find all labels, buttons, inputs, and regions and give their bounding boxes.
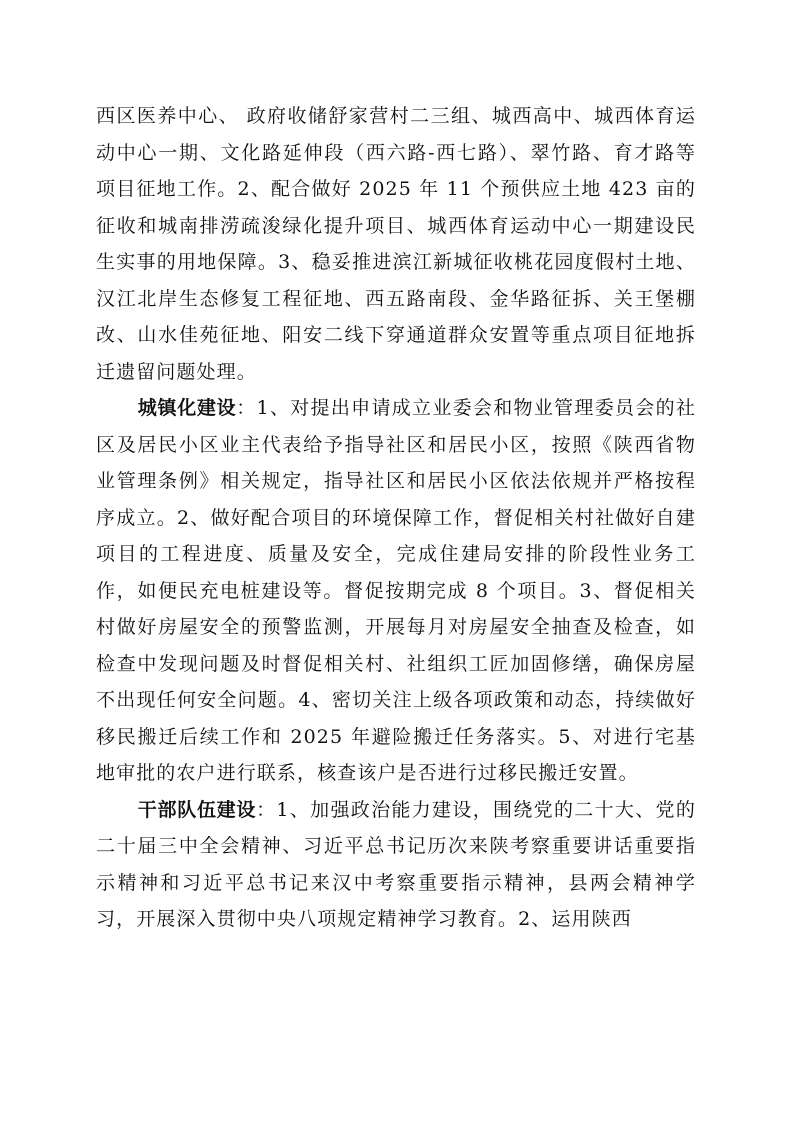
paragraph-heading: 干部队伍建设 — [137, 798, 257, 821]
paragraph-cadre-team — [96, 792, 696, 938]
paragraph-text: ：1、对提出申请成立业委会和物业管理委员会的社区及居民小区业主代表给予指导社区和居民小区，按照《陕西省物业管理条例》相关规定，指导社区和居民小区依法依规并严格按程序成立。2、做好配合项目的环境保障工作，督促相关村社做好自建项目的工程进度、质量及安全，完成住建局安排的阶段性业务工作，如便民充电桩建设等。督促按期完成 8 个项目。3、督促相关村做好房屋安全的预警监测，开展每月对房屋安全抽查及检查，如检查中发现问题及时督促相关村、社组织工匠加固修缮，确保房屋不出现任何安全问题。4、密切关注上级各项政策和动态，持续做好移民搬迁后续工作和 2025 年避险搬迁任务落实。5、对进行宅基地审批的农户进行联系，核查该户是否进行过移民搬迁安置。 — [96, 397, 696, 784]
paragraph-land-acquisition — [96, 98, 696, 390]
document-page — [96, 98, 696, 938]
paragraph-text: ：1、加强政治能力建设，围绕党的二十大、党的二十届三中全会精神、习近平总书记历次来陕考察重要讲话重要指示精神和习近平总书记来汉中考察重要指示精神，县两会精神学习，开展深入贯彻中央八项规定精神学习教育。2、运用陕西 — [96, 798, 696, 930]
paragraph-text: 西区医养中心、 政府收储舒家营村二三组、城西高中、城西体育运动中心一期、文化路延伸段（西六路-西七路）、翠竹路、育才路等项目征地工作。2、配合做好 2025 年 11 个预供应土地 423 亩的征收和城南排涝疏浚绿化提升项目、城西体育运动中心一期建设民生实事的用地保障。3、稳妥推进滨江新城征收桃花园度假村土地、汉江北岸生态修复工程征地、西五路南段、金华路征拆、关王堡棚改、山水佳苑征地、阳安二线下穿通道群众安置等重点项目征地拆迁遗留问题处理。 — [96, 105, 696, 383]
paragraph-heading: 城镇化建设 — [137, 397, 237, 419]
paragraph-urbanization — [96, 390, 696, 792]
